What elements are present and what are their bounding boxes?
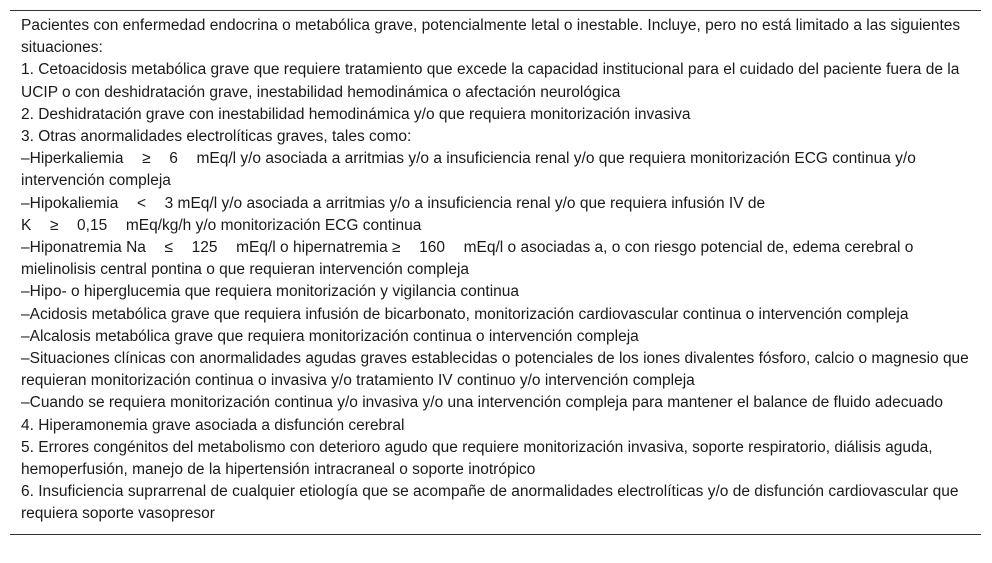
list-item: –Hiperkaliemia ≥ 6 mEq/l y/o asociada a arritmias y/o a insuficiencia renal y/o que requiera monitorización ECG continua y/o intervención compleja	[21, 150, 916, 190]
list-item: –Hipokaliemia < 3 mEq/l y/o asociada a arritmias y/o a insuficiencia renal y/o que requiera infusión IV de K ≥ 0,15 mEq/kg/h y/o monitorización ECG continua	[21, 194, 766, 234]
list-item: 5. Errores congénitos del metabolismo con deterioro agudo que requiere monitorización invasiva, soporte respiratorio, diálisis aguda, hemoperfusión, manejo de la hipertensión intracraneal o soporte inotrópico	[21, 438, 933, 479]
list-item: –Hipo- o hiperglucemia que requiera monitorización y vigilancia continua	[21, 283, 519, 301]
criteria-table	[10, 10, 981, 535]
list-item: –Cuando se requiera monitorización continua y/o invasiva y/o una intervención compleja para mantener el balance de fluido adecuado	[21, 394, 943, 412]
list-item: 2. Deshidratación grave con inestabilidad hemodinámica y/o que requiera monitorización invasiva	[21, 105, 691, 123]
list-item: –Situaciones clínicas con anormalidades agudas graves establecidas o potenciales de los iones divalentes fósforo, calcio o magnesio que requieran monitorización continua o invasiva y/o tratamiento IV continuo y/o intervención compleja	[21, 350, 969, 390]
table-intro: Pacientes con enfermedad endocrina o metabólica grave, potencialmente letal o inestable. Incluye, pero no está limitado a las siguientes situaciones:	[21, 17, 961, 57]
list-item: 6. Insuficiencia suprarrenal de cualquier etiología que se acompañe de anormalidades electrolíticas y/o de disfunción cardiovascular que requiera soporte vasopresor	[21, 483, 959, 523]
list-item: –Alcalosis metabólica grave que requiera monitorización continua o intervención compleja	[21, 327, 639, 345]
list-item: 3. Otras anormalidades electrolíticas graves, tales como:	[21, 128, 412, 146]
list-item: –Acidosis metabólica grave que requiera infusión de bicarbonato, monitorización cardiovascular continua o intervención compleja	[21, 305, 909, 323]
list-item: 1. Cetoacidosis metabólica grave que requiere tratamiento que excede la capacidad institucional para el cuidado del paciente fuera de la UCIP o con deshidratación grave, inestabilidad hemodinámica o afectación neurológica	[21, 61, 960, 101]
list-item: 4. Hiperamonemia grave asociada a disfunción cerebral	[21, 416, 405, 434]
list-item: –Hiponatremia Na ≤ 125 mEq/l o hipernatremia ≥ 160 mEq/l o asociadas a, o con riesgo potencial de, edema cerebral o mielinolisis central pontina o que requieran intervención compleja	[21, 239, 914, 279]
